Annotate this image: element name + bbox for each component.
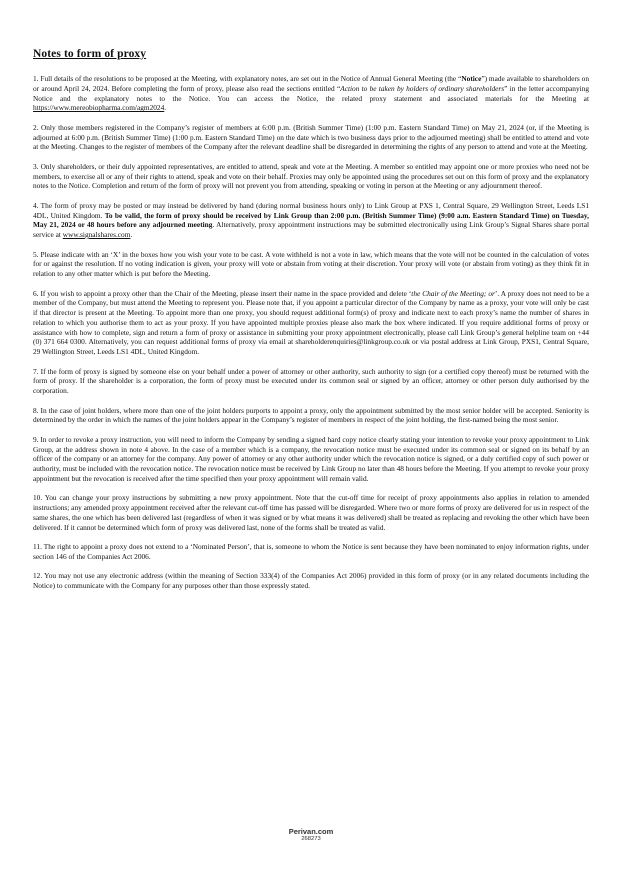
note-6-text-a: 6. If you wish to appoint a proxy other than the Chair of the Meeting, please insert their name in the space provided and delete ‘: [33, 288, 412, 298]
note-4: [33, 201, 589, 240]
note-6: [33, 289, 589, 357]
note-1-text-c: ”) made available to shareholders on or around April 24, 2024. Before completing the form of proxy, please also read the sections entitled “: [33, 74, 589, 93]
note-1-notice-term: Notice: [461, 74, 482, 83]
note-6-text-c: ’. A proxy does not need to be a member of the Company, but must attend the Meeting to represent you. Please note that, if you appoint a particular director of the Company by name as a proxy, your vote will only be cast if that director is present at the Meeting. To appoint more than one proxy, you should request additional form(s) of proxy and indicate next to each proxy’s name the number of shares in relation to which you authorise them to act as your proxy. If you have appointed multiple proxies please also mark the box where indicated. If you require additional forms of proxy or assistance with how to complete, sign and return a form of proxy or assistance in submitting your proxy appointment electronically, please call Link Group’s general helpline team on +44 (0) 371 664 0300. Alternatively, you can request additional forms of proxy via email at shareholderenquiries@linkgroup.co.uk or via postal address at Link Group, PXS1, Central Square, 29 Wellington Street, Leeds LS1 4DL, United Kingdom.: [33, 288, 589, 356]
note-12: 12. You may not use any electronic address (within the meaning of Section 333(4) of the Companies Act 2006) provided in this form of proxy (or in any related documents including the Notice) to communicate with the Company for any purposes other than those expressly stated.: [33, 571, 589, 590]
note-4-deadline: To be valid, the form of proxy should be received by Link Group than 2:00 p.m. (British Summer Time) (9:00 a.m. Eastern Standard Time) on Tuesday, May 21, 2024 or 48 hours before any adjourned meeting: [33, 210, 590, 230]
note-2: 2. Only those members registered in the Company’s register of members at 6:00 p.m. (British Summer Time) (1:00 p.m. Eastern Standard Time) on May 21, 2024 (or, if the Meeting is adjourned at 6:00 p.m. (British Summer Time) (1:00 p.m. Eastern Standard Time) on the date which is two business days prior to the adjourned meeting) shall be entitled to attend and vote at the Meeting. Changes to the register of members of the Company after the relevant deadline shall be disregarded in determining the rights of any person to attend and vote at the Meeting.: [33, 122, 589, 152]
note-10: 10. You can change your proxy instructions by submitting a new proxy appointment. Note that the cut-off time for receipt of proxy appointments also applies in relation to amended instructions; any amended proxy appointment received after the relevant cut-off time has passed will be disregarded. Where two or more forms of proxy are delivered for us in respect of the same shares, the one which has been delivered last (regardless of when it was signed or by what means it was delivered) shall be treated as replacing and revoking the other which have been delivered. If it cannot be determined which form of proxy was delivered last, none of the forms shall be treated as valid.: [33, 493, 589, 532]
note-4-text-a: 4. The form of proxy may be posted or may instead be delivered by hand (during normal business hours only) to Link Group at PXS 1, Central Square, 29 Wellington Street, Leeds LS1 4DL, United Kingdom.: [33, 200, 589, 220]
note-4-text-c: . Alternatively, proxy appointment instructions may be submitted electronically using Link Group’s Signal Shares share portal service at: [33, 220, 589, 239]
note-6-chair-phrase: the Chair of the Meeting; or: [411, 288, 495, 298]
note-11: 11. The right to appoint a proxy does not extend to a ‘Nominated Person’, that is, someone to whom the Notice is sent because they have been nominated to enjoy information rights, under section 146 of the Companies Act 2006.: [33, 542, 589, 561]
job-code: 268273: [301, 836, 321, 842]
agm-link[interactable]: https://www.mereobiopharma.com/agm2024: [33, 103, 165, 113]
note-5: 5. Please indicate with an ‘X’ in the boxes how you wish your vote to be cast. A vote withheld is not a vote in law, which means that the vote will not be counted in the calculation of votes for or against the resolution. If no voting indication is given, your proxy will vote or abstain from voting at their discretion. Your proxy will vote (or abstain from voting) as they think fit in relation to any other matter which is put before the Meeting.: [33, 249, 589, 278]
footer: [0, 827, 622, 843]
note-1-text-f: .: [164, 103, 167, 113]
note-8: 8. In the case of joint holders, where more than one of the joint holders purports to appoint a proxy, only the appointment submitted by the most senior holder will be accepted. Seniority is determined by the order in which the names of the joint holders appear in the Company’s register of members in respect of the joint holding, the first-named being the most senior.: [33, 405, 589, 425]
page-title: Notes to form of proxy: [33, 48, 147, 60]
note-1-text-a: 1. Full details of the resolutions to be proposed at the Meeting, with explanatory notes, are set out in the Notice of Annual General Meeting (the “: [33, 74, 462, 83]
note-4-text-d: .: [130, 230, 133, 239]
signalshares-link[interactable]: www.signalshares.com: [62, 230, 131, 239]
note-7: 7. If the form of proxy is signed by someone else on your behalf under a power of attorney or other authority, such authority to sign (or a certified copy thereof) must be returned with the form of proxy. If the shareholder is a corporation, the form of proxy must be executed under its common seal or signed by an officer, attorney or other person duly authorised by the corporation.: [33, 366, 589, 395]
note-1: [33, 74, 589, 113]
note-1-section-title: Action to be taken by holders of ordinary shareholders: [340, 83, 505, 93]
note-9: 9. In order to revoke a proxy instruction, you will need to inform the Company by sending a signed hard copy notice clearly stating your intention to revoke your proxy appointment to Link Group, at the address shown in note 4 above. In the case of a member which is a company, the revocation notice must be executed under its common seal or signed on its behalf by an officer of the company or an attorney for the company. Any power of attorney or any other authority under which the revocation notice is signed, or a duly certified copy of such power or authority, must be included with the revocation notice. The revocation notice must be received by Link Group no later than 48 hours before the Meeting. If you attempt to revoke your proxy appointment but the revocation is received after the time specified then your proxy appointment will remain valid.: [33, 434, 589, 483]
note-3: 3. Only shareholders, or their duly appointed representatives, are entitled to attend, speak and vote at the Meeting. A member so entitled may appoint one or more proxies who need not be members, to exercise all or any of their rights to attend, speak and vote on their behalf. Proxies may only be appointed using the procedures set out on this form of proxy and the explanatory notes to the Notice. Completion and return of the form of proxy will not prevent you from attending, speaking or voting in person at the Meeting or any adjournment thereof.: [33, 161, 589, 191]
printer-brand: Perivan.com: [288, 827, 334, 836]
note-1-text-e: ” in the letter accompanying Notice and the explanatory notes to the Notice. You can access the Notice, the related proxy statement and associated materials for the Meeting at: [33, 83, 590, 103]
